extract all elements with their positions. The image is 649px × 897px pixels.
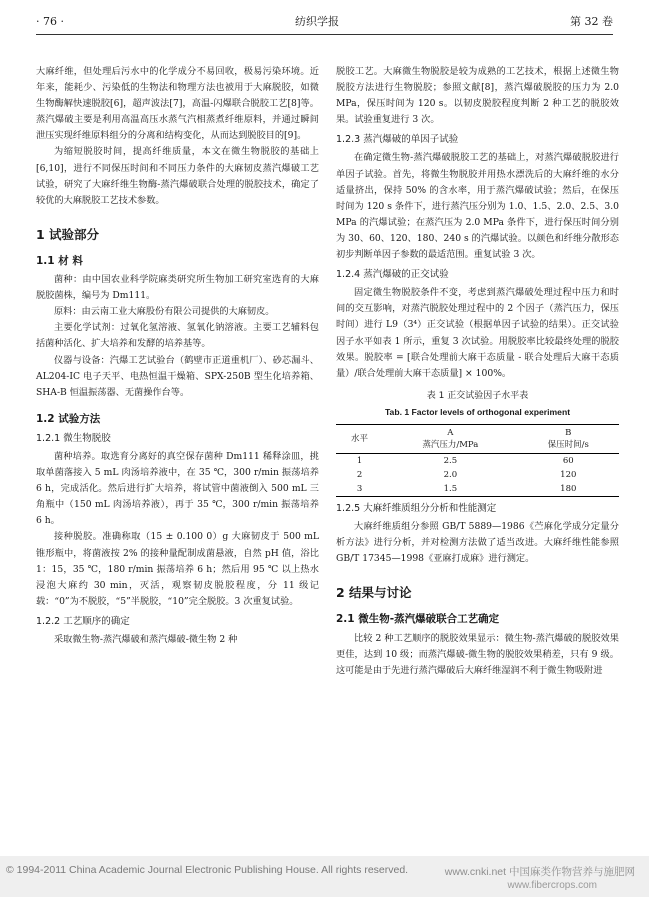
paragraph: 固定微生物脱胶条件不变，考虑到蒸汽爆破处理过程中压力和时间的交互影响，对蒸汽脱胶处理过程中的 2 个因子（蒸汽压力，保压时间）进行 L9（3⁴）正交试验（根据单因子试验的结果）。正交试验因子水平如表 1 所示，重复 3 次试验。用脱胶率比较最终处理的脱胶效果。脱胶率 = [联合处理前大麻干态质量 - 联合处理后大麻干态质量）/联合处理前大麻干态质量] × 100%。 <box>336 287 619 379</box>
section-heading: 2 结果与讨论 <box>336 585 412 601</box>
paragraph: 为缩短脱胶时间，提高纤维质量，本文在微生物脱胶的基础上[6,10]，进行不同保压时间和不同压力条件的大麻韧皮蒸汽爆破工艺试验，研究了大麻纤维生物酶-蒸汽爆破联合处理的脱胶技术，确定了较优的大麻脱胶工艺技术参数。 <box>36 146 319 206</box>
factor-level-table <box>336 424 619 497</box>
table-header-b <box>518 424 619 453</box>
page-header <box>36 8 613 35</box>
subsubsection-heading: 1.2.4 蒸汽爆破的正交试验 <box>336 269 449 281</box>
table-cell: 120 <box>560 469 577 480</box>
table-header-a <box>383 424 517 453</box>
table-cell: 2 <box>356 469 363 480</box>
subsubsection-heading: 1.2.2 工艺顺序的确定 <box>36 615 130 627</box>
table-cell: 2.5 <box>443 455 458 466</box>
paragraph: 仪器与设备：汽爆工艺试验台（鹤壁市正道重机厂）、砂芯漏斗、AL204-IC 电子天平、电热恒温干燥箱、SPX-250B 型生化培养箱、SHA-B 恒温振荡器、无菌操作台等。 <box>36 354 319 398</box>
copyright-notice: © 1994-2011 China Academic Journal Electronic Publishing House. All rights reserved. <box>6 864 409 876</box>
table-title-english: Tab. 1 Factor levels of orthogonal experiment <box>384 406 571 417</box>
paragraph: 在确定微生物-蒸汽爆破脱胶工艺的基础上，对蒸汽爆破脱胶进行单因子试验。首先，将微生物脱胶并用热水漂洗后的大麻纤维的水分适量挤出，保持 50% 的含水率，用于蒸汽爆破试验；然后，在保压时间为 120 s 条件下，进行蒸汽压分别为 1.0、1.5、2.0、2.5、3.0 MPa 的汽爆试验；在蒸汽压为 2.0 MPa 条件下，进行保压时间分别为 30、60、120、180、240 s 的汽爆试验。以颜色和纤维分散形态初步判断单因子参数的最适范围。重复试验 3 次。 <box>336 152 619 261</box>
paragraph: 大麻纤维质组分参照 GB/T 5889—1986《苎麻化学成分定量分析方法》进行分析，并对检测方法做了适当改进。大麻纤维性能参照 GB/T 17345—1998《亚麻打成麻》进行测定。 <box>336 521 619 565</box>
subsubsection-heading: 1.2.3 蒸汽爆破的单因子试验 <box>336 134 459 146</box>
table-header-b-label: 保压时间/s <box>547 439 589 450</box>
watermark-text: www.cnki.net 中国麻类作物营养与施肥网 <box>444 866 635 878</box>
paragraph: 接种脱胶。准确称取（15 ± 0.100 0）g 大麻韧皮于 500 mL 锥形瓶中，将菌液按 2% 的接种量配制成菌悬液，自然 pH 值，浴比 1：15，35 ℃，180 r/min 振荡培养 6 h；然后用 95 ℃ 以上热水浸泡大麻约 30 min，灭活，观察韧皮脱胶程度，分 11 级记载：“0”为不脱胶，“5”半脱胶，“10”完全脱胶。3 次重复试验。 <box>36 531 319 607</box>
table-cell: 180 <box>518 482 619 497</box>
table-cell: 1 <box>356 455 363 466</box>
paragraph: 原料：由云南工业大麻股份有限公司提供的大麻韧皮。 <box>54 306 275 318</box>
table-cell: 60 <box>562 455 574 466</box>
table-cell: 2.0 <box>443 469 458 480</box>
volume-label: 第 32 卷 <box>569 15 613 28</box>
table-cell: 3 <box>336 482 383 497</box>
table-row <box>336 468 619 482</box>
journal-name: 纺织学报 <box>294 15 339 28</box>
paragraph: 大麻纤维，但处理后污水中的化学成分不易回收，极易污染环境。近年来，能耗少、污染低的生物法和物理方法也被用于大麻脱胶，如微生物酶解快速脱胶[6]，超声波法[7]，高温-闪爆联合脱胶工艺[8]等。蒸汽爆破主要是利用高温高压水蒸气汽相蒸煮纤维原料，并通过瞬间泄压实现纤维原料组分的分离和结构变化，从而达到脱胶目的[9]。 <box>36 66 319 142</box>
paragraph: 采取微生物-蒸汽爆破和蒸汽爆破-微生物 2 种 <box>54 634 238 645</box>
table-row <box>336 482 619 497</box>
paragraph: 菌种：由中国农业科学院麻类研究所生物加工研究室选育的大麻脱胶菌株，编号为 Dm111。 <box>36 274 319 302</box>
subsubsection-heading: 1.2.1 微生物脱胶 <box>36 432 111 444</box>
left-column <box>36 64 319 648</box>
table-title: 表 1 正交试验因子水平表 <box>426 390 529 401</box>
page-footer <box>0 856 649 897</box>
table-cell: 1.5 <box>383 482 517 497</box>
watermark-url: www.fibercrops.com <box>507 880 597 891</box>
subsubsection-heading: 1.2.5 大麻纤维质组分分析和性能测定 <box>336 502 497 514</box>
subsection-heading: 1.1 材 料 <box>36 254 83 267</box>
right-column <box>336 64 619 679</box>
section-heading: 1 试验部分 <box>36 226 100 242</box>
table-header-a-letter: A <box>447 427 454 438</box>
subsection-heading: 1.2 试验方法 <box>36 412 101 425</box>
paragraph: 菌种培养。取选育分离好的真空保存菌种 Dm111 稀释涂皿，挑取单菌落接入 5 mL 肉汤培养液中，在 35 ℃，300 r/min 振荡培养 6 h，完成活化。然后进行扩大培养，将试管中菌液倒入 500 mL 三角瓶中（150 mL 肉汤培养液），再于 35 ℃，300 r/min 振荡培养 6 h。 <box>36 450 319 527</box>
page-number: · 76 · <box>36 14 64 28</box>
table-header-b-letter: B <box>565 427 572 438</box>
paragraph: 脱胶工艺。大麻微生物脱胶是较为成熟的工艺技术，根据上述微生物脱胶方法进行生物脱胶；参照文献[8]，蒸汽爆破脱胶的压力为 2.0 MPa，保压时间为 120 s。以韧皮脱胶程度判断 2 种工艺的脱胶效果。试验重复进行 3 次。 <box>336 66 619 126</box>
paragraph: 比较 2 种工艺顺序的脱胶效果显示：微生物-蒸汽爆破的脱胶效果更佳，达到 10 级；而蒸汽爆破-微生物的脱胶效果稍差，只有 9 级。这可能是由于先进行蒸汽爆破后大麻纤维湿润不利于微生物吸附进 <box>336 632 619 676</box>
table-header-level: 水平 <box>336 424 383 453</box>
paragraph: 主要化学试剂：过氧化氢溶液、氢氧化钠溶液。主要工艺辅料包括菌种活化、扩大培养和发酵的培养基等。 <box>36 322 319 350</box>
table-header-a-label: 蒸汽压力/MPa <box>422 439 479 450</box>
subsection-heading: 2.1 微生物-蒸汽爆破联合工艺确定 <box>336 613 500 626</box>
table-row <box>336 453 619 468</box>
